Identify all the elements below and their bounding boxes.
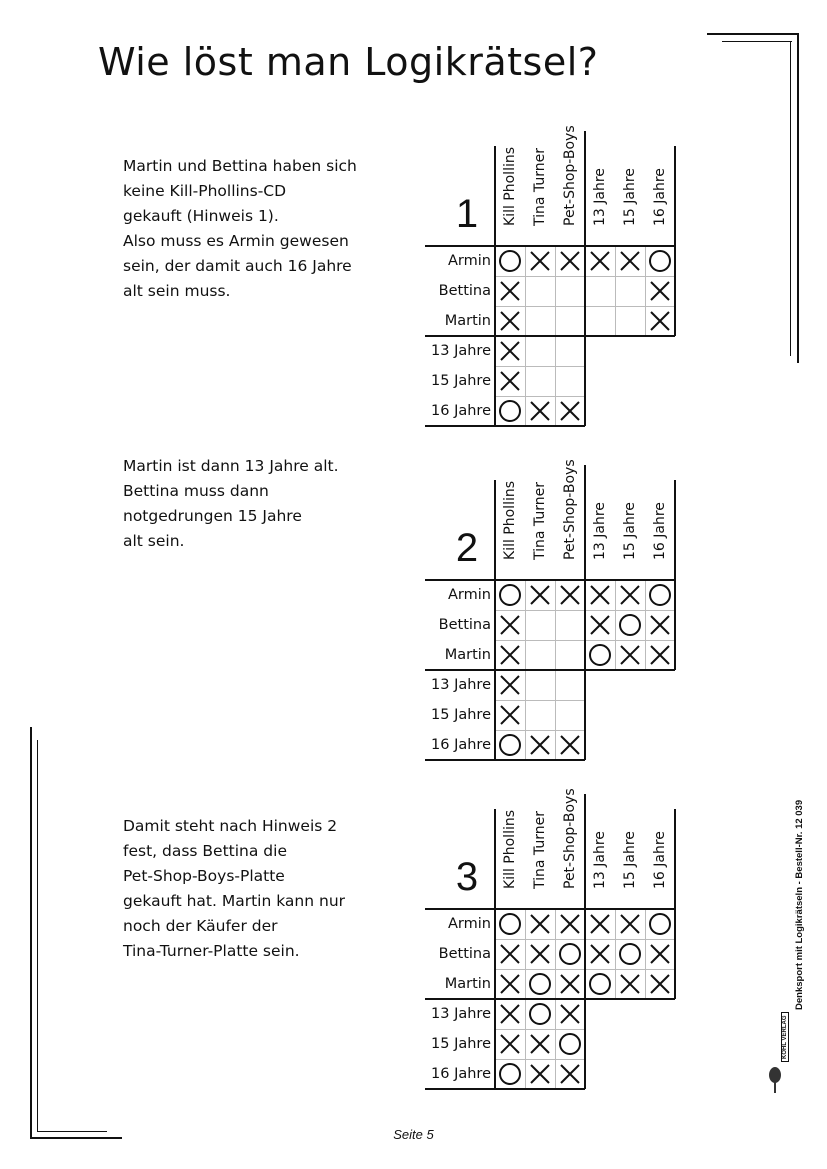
grid-cell: [615, 969, 645, 999]
grid-cell: [495, 700, 525, 730]
circle-mark-icon: [619, 943, 641, 965]
cross-mark-icon: [529, 1033, 551, 1055]
grid-cell: [495, 730, 525, 760]
frame-top-right-line: [722, 41, 792, 42]
cross-mark-icon: [499, 614, 521, 636]
column-header: [615, 785, 645, 905]
row-header-label: Martin: [444, 976, 491, 992]
grid-cell: [555, 580, 585, 610]
grid-cell: [585, 640, 615, 670]
grid-cell: [645, 909, 675, 939]
grid-cell: [525, 969, 555, 999]
cross-mark-icon: [499, 370, 521, 392]
grid-cell: [615, 580, 645, 610]
cross-mark-icon: [559, 913, 581, 935]
column-header-label: Tina Turner: [532, 811, 548, 889]
row-header-label: Bettina: [438, 617, 491, 633]
cross-mark-icon: [559, 734, 581, 756]
cross-mark-icon: [619, 584, 641, 606]
column-header-label: 13 Jahre: [592, 831, 608, 889]
puzzle-step-number: 2: [455, 526, 479, 570]
cross-mark-icon: [559, 250, 581, 272]
cross-mark-icon: [529, 943, 551, 965]
circle-mark-icon: [589, 973, 611, 995]
cross-mark-icon: [589, 913, 611, 935]
step-1-text: Martin und Bettina haben sich keine Kill-Phollins-CD gekauft (Hinweis 1). Also muss es Armin gewesen sein, der damit auch 16 Jahre alt sein muss.: [123, 157, 357, 300]
cross-mark-icon: [649, 280, 671, 302]
cross-mark-icon: [589, 250, 611, 272]
grid-cell: [495, 306, 525, 336]
logic-grid-3: [431, 759, 675, 1089]
grid-cell: [645, 640, 675, 670]
row-header-label: Armin: [448, 916, 491, 932]
column-header: [555, 456, 585, 576]
grid-cell: [495, 276, 525, 306]
column-header-label: 16 Jahre: [652, 831, 668, 889]
column-header: [525, 785, 555, 905]
grid-cell: [585, 909, 615, 939]
grid-cell: [585, 610, 615, 640]
cross-mark-icon: [499, 973, 521, 995]
logic-grid-1: [431, 96, 675, 426]
row-header-label: Martin: [444, 647, 491, 663]
grid-cell: [645, 969, 675, 999]
cross-mark-icon: [529, 400, 551, 422]
grid-cell: [555, 246, 585, 276]
grid-border-line: [425, 335, 675, 337]
grid-cell: [645, 610, 675, 640]
cross-mark-icon: [499, 644, 521, 666]
step-2-text: Martin ist dann 13 Jahre alt. Bettina muss dann notgedrungen 15 Jahre alt sein.: [123, 457, 339, 550]
row-header-label: 13 Jahre: [431, 343, 491, 359]
grid-cell: [555, 999, 585, 1029]
grid-cell: [495, 969, 525, 999]
grid-cell: [555, 939, 585, 969]
column-header: [585, 456, 615, 576]
step-3-text: Damit steht nach Hinweis 2 fest, dass Bettina die Pet-Shop-Boys-Platte gekauft hat. Martin kann nur noch der Käufer der Tina-Turner-Platte sein.: [123, 817, 346, 960]
cross-mark-icon: [529, 584, 551, 606]
grid-cell: [495, 999, 525, 1029]
column-header-label: Pet-Shop-Boys: [562, 459, 578, 560]
grid-cell: [555, 969, 585, 999]
publisher-side-text: Denksport mit Logikrätseln - Bestell-Nr. 12 039: [794, 799, 805, 1010]
column-header: [645, 122, 675, 242]
column-header: [615, 456, 645, 576]
row-header-label: Armin: [448, 253, 491, 269]
grid-cell: [495, 670, 525, 700]
column-header: [495, 785, 525, 905]
grid-cell: [525, 246, 555, 276]
column-header: [585, 785, 615, 905]
frame-left-line: [37, 740, 38, 1132]
grid-cell: [615, 939, 645, 969]
column-header: [615, 122, 645, 242]
cross-mark-icon: [529, 734, 551, 756]
column-header: [555, 122, 585, 242]
cross-mark-icon: [589, 943, 611, 965]
cross-mark-icon: [529, 913, 551, 935]
column-header: [645, 456, 675, 576]
column-header-label: 16 Jahre: [652, 502, 668, 560]
column-header-label: 15 Jahre: [622, 168, 638, 226]
circle-mark-icon: [529, 1003, 551, 1025]
column-header: [495, 456, 525, 576]
grid-cell: [615, 909, 645, 939]
page-title: Wie löst man Logikrätsel?: [98, 40, 599, 84]
column-header-label: Pet-Shop-Boys: [562, 125, 578, 226]
frame-right-line: [797, 33, 799, 363]
tree-logo-icon: [768, 1066, 782, 1094]
cross-mark-icon: [619, 644, 641, 666]
row-header-label: 16 Jahre: [431, 1066, 491, 1082]
grid-cell: [555, 1059, 585, 1089]
cross-mark-icon: [559, 584, 581, 606]
column-header-label: 15 Jahre: [622, 502, 638, 560]
grid-cell: [525, 909, 555, 939]
circle-mark-icon: [619, 614, 641, 636]
column-header-label: Tina Turner: [532, 482, 548, 560]
grid-cell: [495, 366, 525, 396]
circle-mark-icon: [499, 584, 521, 606]
grid-cell: [615, 640, 645, 670]
column-header: [585, 122, 615, 242]
column-header-label: 15 Jahre: [622, 831, 638, 889]
row-header-label: Bettina: [438, 946, 491, 962]
grid-cell: [525, 1059, 555, 1089]
grid-cell: [525, 580, 555, 610]
circle-mark-icon: [529, 973, 551, 995]
circle-mark-icon: [499, 400, 521, 422]
grid-cell: [495, 336, 525, 366]
grid-cell: [645, 246, 675, 276]
grid-cell: [495, 939, 525, 969]
cross-mark-icon: [649, 310, 671, 332]
cross-mark-icon: [649, 644, 671, 666]
grid-cell: [645, 276, 675, 306]
cross-mark-icon: [529, 1063, 551, 1085]
circle-mark-icon: [559, 1033, 581, 1055]
cross-mark-icon: [499, 310, 521, 332]
cross-mark-icon: [499, 1003, 521, 1025]
column-header: [525, 122, 555, 242]
grid-cell: [495, 396, 525, 426]
cross-mark-icon: [529, 250, 551, 272]
column-header-label: 16 Jahre: [652, 168, 668, 226]
cross-mark-icon: [649, 614, 671, 636]
cross-mark-icon: [499, 1033, 521, 1055]
grid-cell: [525, 396, 555, 426]
puzzle-step-number: 1: [455, 192, 479, 236]
column-header-label: 13 Jahre: [592, 168, 608, 226]
row-header-label: 13 Jahre: [431, 677, 491, 693]
cross-mark-icon: [649, 973, 671, 995]
grid-cell: [555, 1029, 585, 1059]
circle-mark-icon: [649, 250, 671, 272]
cross-mark-icon: [499, 704, 521, 726]
column-header-label: Tina Turner: [532, 148, 548, 226]
circle-mark-icon: [589, 644, 611, 666]
circle-mark-icon: [649, 584, 671, 606]
cross-mark-icon: [649, 943, 671, 965]
circle-mark-icon: [499, 250, 521, 272]
cross-mark-icon: [619, 973, 641, 995]
grid-cell: [585, 246, 615, 276]
grid-cell: [525, 1029, 555, 1059]
grid-cell: [555, 730, 585, 760]
cross-mark-icon: [559, 973, 581, 995]
grid-cell: [645, 306, 675, 336]
grid-cell: [525, 730, 555, 760]
grid-cell: [585, 969, 615, 999]
grid-cell: [615, 610, 645, 640]
row-header-label: 15 Jahre: [431, 373, 491, 389]
grid-cell: [525, 999, 555, 1029]
grid-cell: [585, 939, 615, 969]
cross-mark-icon: [499, 943, 521, 965]
cross-mark-icon: [619, 913, 641, 935]
row-header-label: 13 Jahre: [431, 1006, 491, 1022]
cross-mark-icon: [589, 584, 611, 606]
row-header-label: Martin: [444, 313, 491, 329]
grid-cell: [615, 246, 645, 276]
grid-border-line: [584, 131, 586, 426]
frame-right-line: [790, 41, 791, 356]
grid-cell: [495, 1059, 525, 1089]
grid-cell: [495, 610, 525, 640]
cross-mark-icon: [499, 674, 521, 696]
row-header-label: 15 Jahre: [431, 1036, 491, 1052]
frame-top-right-line: [707, 33, 799, 35]
grid-cell: [495, 580, 525, 610]
cross-mark-icon: [499, 280, 521, 302]
grid-cell: [495, 640, 525, 670]
frame-left-line: [30, 727, 32, 1139]
grid-cell: [585, 580, 615, 610]
grid-cell: [495, 1029, 525, 1059]
column-header-label: Kill Phollins: [502, 480, 518, 560]
grid-cell: [645, 580, 675, 610]
cross-mark-icon: [499, 340, 521, 362]
cross-mark-icon: [559, 1003, 581, 1025]
circle-mark-icon: [649, 913, 671, 935]
column-header-label: Kill Phollins: [502, 809, 518, 889]
publisher-logo-text: KOHL VERLAG: [781, 1012, 789, 1062]
grid-cell: [495, 909, 525, 939]
puzzle-step-number: 3: [455, 855, 479, 899]
cross-mark-icon: [559, 400, 581, 422]
row-header-label: Armin: [448, 587, 491, 603]
cross-mark-icon: [559, 1063, 581, 1085]
row-header-label: Bettina: [438, 283, 491, 299]
column-header: [645, 785, 675, 905]
cross-mark-icon: [619, 250, 641, 272]
grid-cell: [525, 939, 555, 969]
grid-cell: [495, 246, 525, 276]
circle-mark-icon: [499, 1063, 521, 1085]
column-header-label: Kill Phollins: [502, 146, 518, 226]
column-header: [555, 785, 585, 905]
row-header-label: 16 Jahre: [431, 737, 491, 753]
column-header: [495, 122, 525, 242]
row-header-label: 16 Jahre: [431, 403, 491, 419]
circle-mark-icon: [499, 913, 521, 935]
column-header-label: 13 Jahre: [592, 502, 608, 560]
circle-mark-icon: [559, 943, 581, 965]
grid-cell: [555, 396, 585, 426]
column-header-label: Pet-Shop-Boys: [562, 788, 578, 889]
grid-cell: [645, 939, 675, 969]
cross-mark-icon: [589, 614, 611, 636]
page-number: Seite 5: [393, 1127, 434, 1142]
grid-cell: [555, 909, 585, 939]
logic-grid-2: [431, 430, 675, 760]
circle-mark-icon: [499, 734, 521, 756]
row-header-label: 15 Jahre: [431, 707, 491, 723]
column-header: [525, 456, 555, 576]
